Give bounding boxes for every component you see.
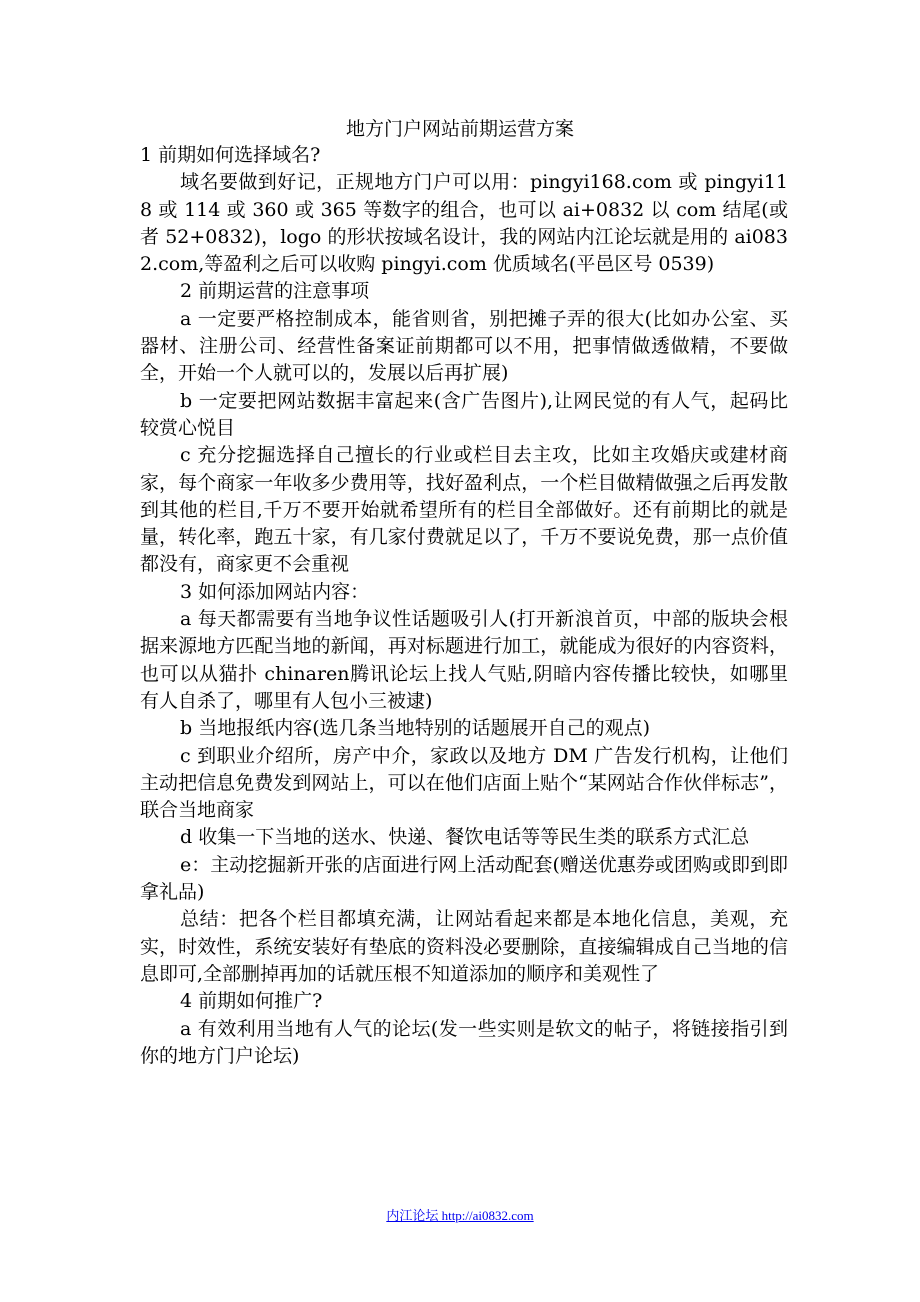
footer-link[interactable]: 内江论坛 http://ai0832.com bbox=[386, 1208, 534, 1223]
paragraph-heading-2: 2 前期运营的注意事项 bbox=[180, 280, 370, 303]
paragraph: e：主动挖掘新开张的店面进行网上活动配套(赠送优惠券或团购或即到即拿礼品) bbox=[140, 853, 788, 904]
paragraph: 域名要做到好记，正规地方门户可以用：pingyi168.com 或 pingyi118 或 114 或 360 或 365 等数字的组合，也可以 ai+0832 以 com 结尾(或者 52+0832)，logo 的形状按域名设计，我的网站内江论坛就是用的 ai0832.com,等盈利之后可以收购 pingyi.com 优质域名(平邑区号 0539) bbox=[140, 171, 788, 276]
paragraph-heading-4: 4 前期如何推广? bbox=[180, 990, 323, 1013]
paragraph: c 到职业介绍所，房产中介，家政以及地方 DM 广告发行机构，让他们主动把信息免费发到网站上，可以在他们店面上贴个“某网站合作伙伴标志”，联合当地商家 bbox=[140, 744, 788, 822]
paragraph: b 当地报纸内容(选几条当地特别的话题展开自己的观点) bbox=[180, 717, 651, 740]
document-body bbox=[140, 142, 788, 1070]
page-footer bbox=[0, 1207, 920, 1225]
paragraph: c 充分挖掘选择自己擅长的行业或栏目去主攻，比如主攻婚庆或建材商家，每个商家一年收多少费用等，找好盈利点，一个栏目做精做强之后再发散到其他的栏目,千万不要开始就希望所有的栏目全部做好。还有前期比的就是量，转化率，跑五十家，有几家付费就足以了，千万不要说免费，那一点价值都没有，商家更不会重视 bbox=[140, 444, 788, 576]
paragraph: d 收集一下当地的送水、快递、餐饮电话等等民生类的联系方式汇总 bbox=[180, 826, 750, 849]
paragraph-summary: 总结：把各个栏目都填充满，让网站看起来都是本地化信息，美观，充实，时效性，系统安装好有垫底的资料没必要删除，直接编辑成自己当地的信息即可,全部删掉再加的话就压根不知道添加的顺序和美观性了 bbox=[140, 908, 788, 985]
paragraph-heading-1: 1 前期如何选择域名? bbox=[140, 144, 321, 166]
paragraph: b 一定要把网站数据丰富起来(含广告图片),让网民觉的有人气，起码比较赏心悦目 bbox=[140, 389, 788, 439]
paragraph: a 有效利用当地有人气的论坛(发一些实则是软文的帖子，将链接指引到你的地方门户论坛) bbox=[140, 1017, 788, 1067]
document-title: 地方门户网站前期运营方案 bbox=[345, 118, 574, 140]
paragraph-heading-3: 3 如何添加网站内容： bbox=[180, 580, 370, 603]
paragraph: a 每天都需要有当地争议性话题吸引人(打开新浪首页，中部的版块会根据来源地方匹配当地的新闻，再对标题进行加工，就能成为很好的内容资料，也可以从猫扑 chinaren腾讯论坛上找人气贴,阴暗内容传播比较快，如哪里有人自杀了，哪里有人包小三被逮) bbox=[140, 608, 788, 712]
paragraph: a 一定要严格控制成本，能省则省，别把摊子弄的很大(比如办公室、买器材、注册公司、经营性备案证前期都可以不用，把事情做透做精，不要做全，开始一个人就可以的，发展以后再扩展) bbox=[140, 307, 788, 385]
